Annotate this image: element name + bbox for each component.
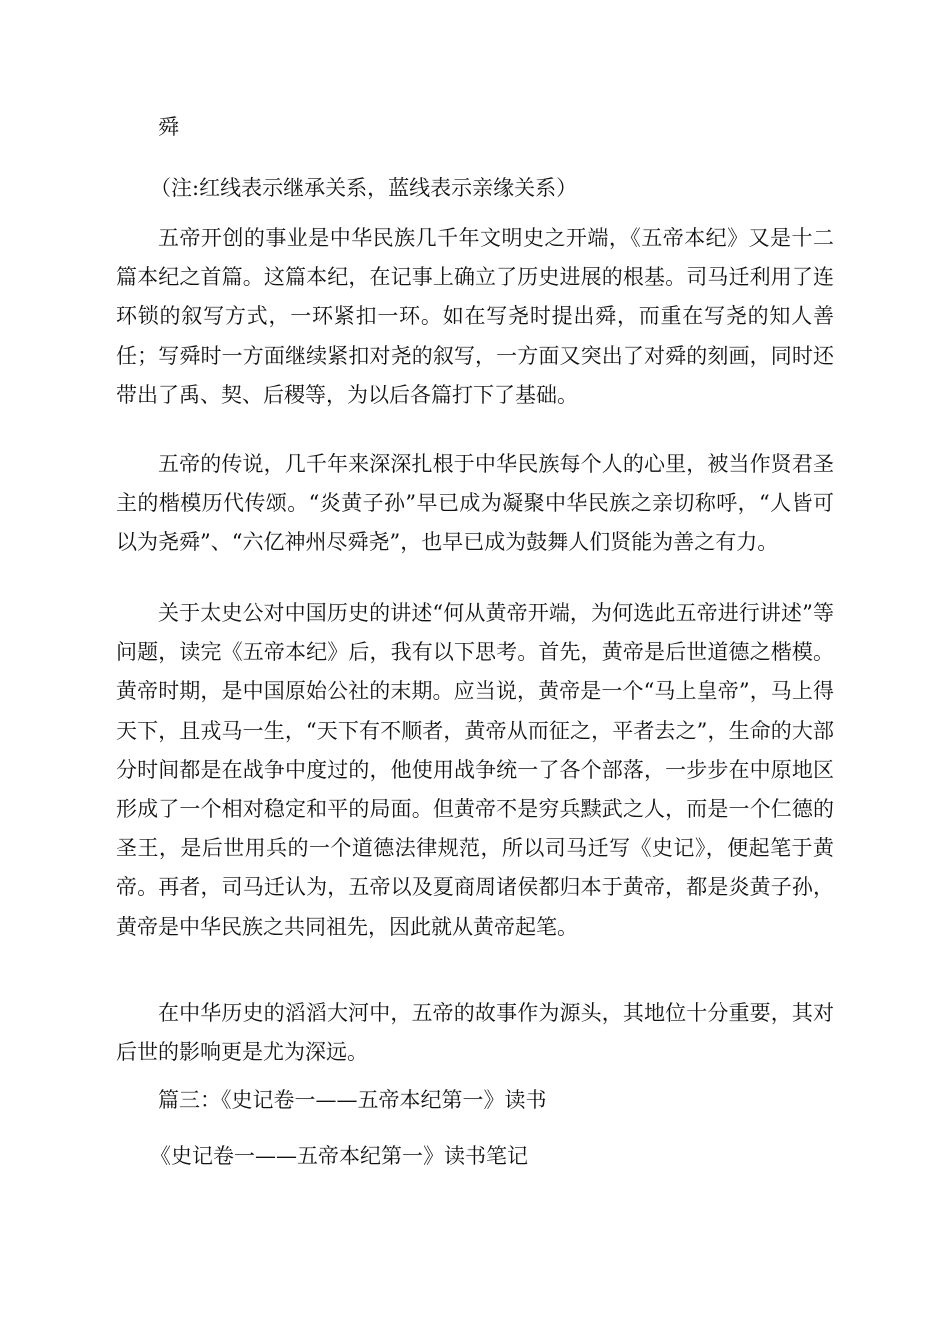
paragraph-1: 五帝开创的事业是中华民族几千年文明史之开端，《五帝本纪》又是十二篇本纪之首篇。这篇本纪，在记事上确立了历史进展的根基。司马迁利用了连环锁的叙写方式，一环紧扣一环。如在写尧时提出舜，而重在写尧的知人善任；写舜时一方面继续紧扣对尧的叙写，一方面又突出了对舜的刻画，同时还带出了禹、契、后稷等，为以后各篇打下了基础。 — [116, 226, 834, 407]
paragraph-3: 关于太史公对中国历史的讲述“何从黄帝开端，为何选此五帝进行讲述”等问题，读完《五帝本纪》后，我有以下思考。首先，黄帝是后世道德之楷模。黄帝时期，是中国原始公社的末期。应当说，黄帝是一个“马上皇帝”，马上得天下，且戎马一生，“天下有不顺者，黄帝从而征之，平者去之”，生命的大部分时间都是在战争中度过的，他使用战争统一了各个部落，一步步在中原地区形成了一个相对稳定和平的局面。但黄帝不是穷兵黩武之人，而是一个仁德的圣王，是后世用兵的一个道德法律规范，所以司马迁写《史记》，便起笔于黄帝。再者，司马迁认为，五帝以及夏商周诸侯都归本于黄帝，都是炎黄子孙，黄帝是中华民族之共同祖先，因此就从黄帝起笔。 — [116, 601, 834, 939]
top-character: 舜 — [158, 115, 179, 139]
paragraph-4: 在中华历史的滔滔大河中，五帝的故事作为源头，其地位十分重要，其对后世的影响更是尤为深远。 — [116, 1001, 834, 1065]
paragraph-2: 五帝的传说，几千年来深深扎根于中华民族每个人的心里，被当作贤君圣主的楷模历代传颂。“炎黄子孙”早已成为凝聚中华民族之亲切称呼，“人皆可以为尧舜”、“六亿神州尽舜尧”，也早已成为鼓舞人们贤能为善之有力。 — [116, 452, 834, 555]
section-heading: 篇三：《史记卷一——五帝本纪第一》读书 — [158, 1088, 547, 1112]
diagram-note: （注:红线表示继承关系，蓝线表示亲缘关系） — [150, 176, 578, 200]
notes-title: 《史记卷一——五帝本纪第一》读书笔记 — [150, 1144, 528, 1168]
